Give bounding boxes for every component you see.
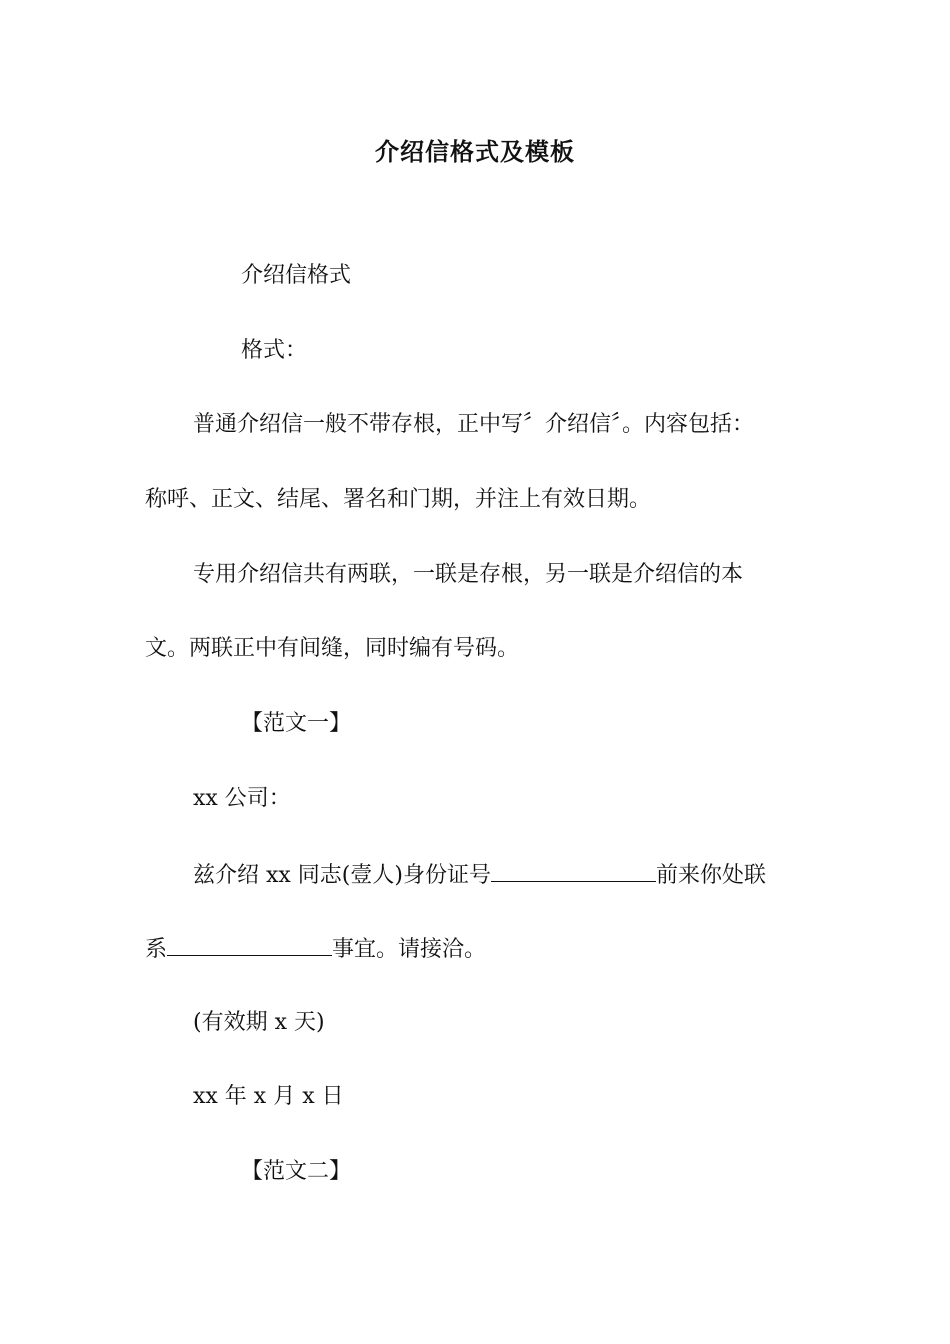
paragraph-1-line-2: 称呼、正文、结尾、署名和门期，并注上有效日期。 — [145, 487, 652, 512]
sample-1-body-text-d: 事宜。请接洽。 — [332, 937, 487, 962]
sample-1-body-line-1 — [193, 859, 766, 891]
sample-1-body-text-a: 兹介绍 xx 同志(壹人)身份证号 — [193, 863, 491, 888]
sample-1-validity: (有效期 x 天) — [193, 1010, 325, 1035]
sample-1-date: xx 年 x 月 x 日 — [193, 1084, 344, 1109]
sample-1-body-text-b: 前来你处联 — [655, 863, 766, 888]
id-number-blank — [491, 859, 656, 882]
paragraph-1-line-1: 普通介绍信一般不带存根，正中写〞介绍信〞。内容包括： — [193, 412, 755, 437]
document-title: 介绍信格式及模板 — [375, 137, 575, 166]
sample-1-body-text-c: 系 — [145, 937, 168, 962]
matter-blank — [167, 933, 332, 956]
sample-1-body-line-2 — [145, 933, 486, 965]
paragraph-2-line-2: 文。两联正中有间缝，同时编有号码。 — [145, 636, 520, 661]
paragraph-2-line-1: 专用介绍信共有两联，一联是存根，另一联是介绍信的本 — [193, 562, 744, 587]
heading-format-label: 格式： — [241, 338, 308, 363]
sample-2-heading: 【范文二】 — [241, 1159, 352, 1184]
sample-1-salutation: xx 公司： — [193, 786, 291, 811]
sample-1-heading: 【范文一】 — [241, 711, 352, 736]
heading-letter-format: 介绍信格式 — [241, 263, 352, 288]
